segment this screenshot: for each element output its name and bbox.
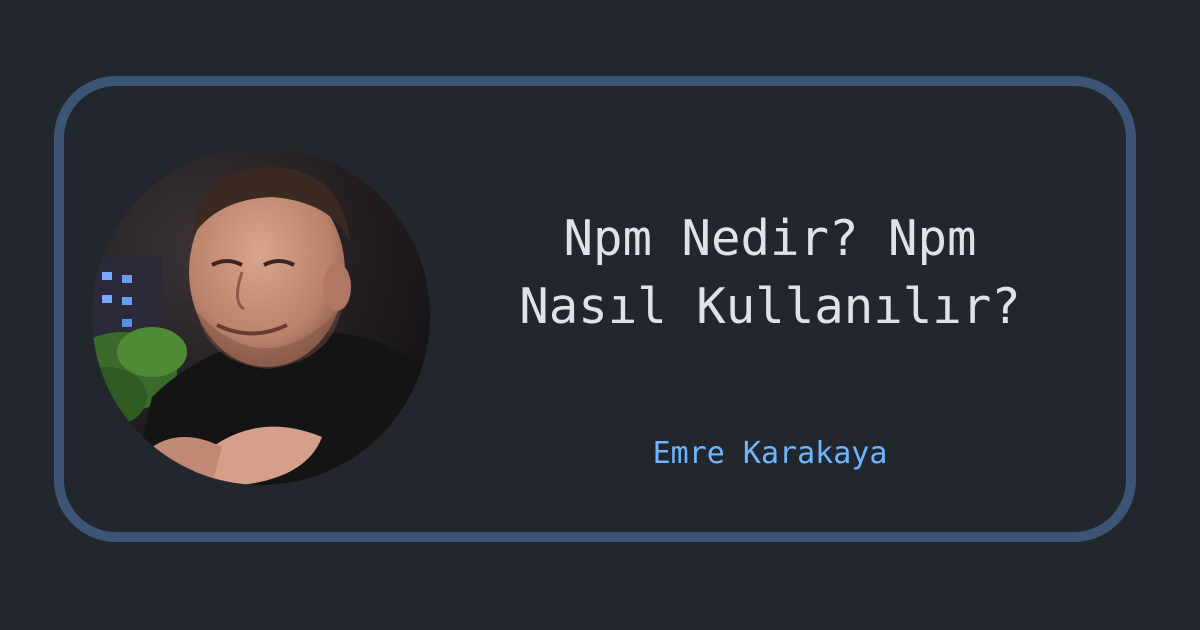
post-title-line-2: Nasıl Kullanılır? <box>519 278 1021 335</box>
post-title-line-1: Npm Nedir? Npm <box>563 210 977 267</box>
post-title <box>452 205 1088 341</box>
author-name: Emre Karakaya <box>652 436 888 471</box>
author-avatar <box>92 147 430 485</box>
author-photo <box>92 147 430 485</box>
